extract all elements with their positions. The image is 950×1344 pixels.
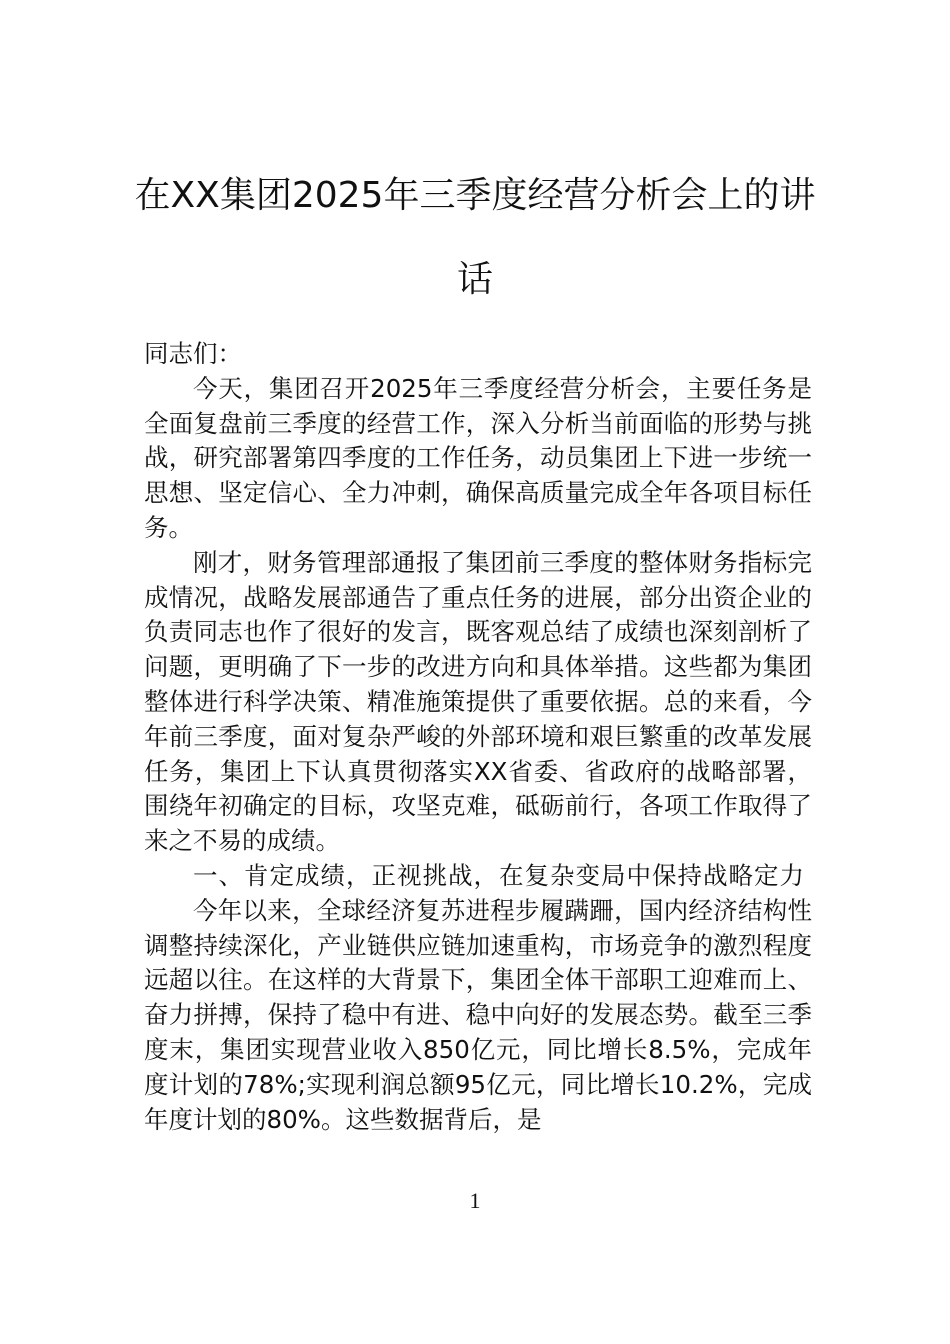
document-body	[144, 337, 812, 1137]
paragraph-summary: 刚才，财务管理部通报了集团前三季度的整体财务指标完成情况，战略发展部通告了重点任务的进展，部分出资企业的负责同志也作了很好的发言，既客观总结了成绩也深刻剖析了问题，更明确了下一步的改进方向和具体举措。这些都为集团整体进行科学决策、精准施策提供了重要依据。总的来看，今年前三季度，面对复杂严峻的外部环境和艰巨繁重的改革发展任务，集团上下认真贯彻落实XX省委、省政府的战略部署，围绕年初确定的目标，攻坚克难，砥砺前行，各项工作取得了来之不易的成绩。	[144, 547, 812, 856]
page-number: 1	[469, 1188, 481, 1213]
page-title: 在XX集团2025年三季度经营分析会上的讲话	[134, 175, 816, 300]
section-paragraph: 今年以来，全球经济复苏进程步履蹒跚，国内经济结构性调整持续深化，产业链供应链加速重构，市场竞争的激烈程度远超以往。在这样的大背景下，集团全体干部职工迎难而上、奋力拼搏，保持了稳中有进、稳中向好的发展态势。截至三季度末，集团实现营业收入850亿元，同比增长8.5%，完成年度计划的78%;实现利润总额95亿元，同比增长10.2%，完成年度计划的80%。这些数据背后，是	[144, 895, 812, 1134]
salutation: 同志们：	[144, 339, 242, 368]
section-heading: 一、肯定成绩，正视挑战，在复杂变局中保持战略定力	[193, 860, 805, 890]
paragraph-intro: 今天，集团召开2025年三季度经营分析会，主要任务是全面复盘前三季度的经营工作，深入分析当前面临的形势与挑战，研究部署第四季度的工作任务，动员集团上下进一步统一思想、坚定信心、全力冲刺，确保高质量完成全年各项目标任务。	[144, 373, 812, 542]
